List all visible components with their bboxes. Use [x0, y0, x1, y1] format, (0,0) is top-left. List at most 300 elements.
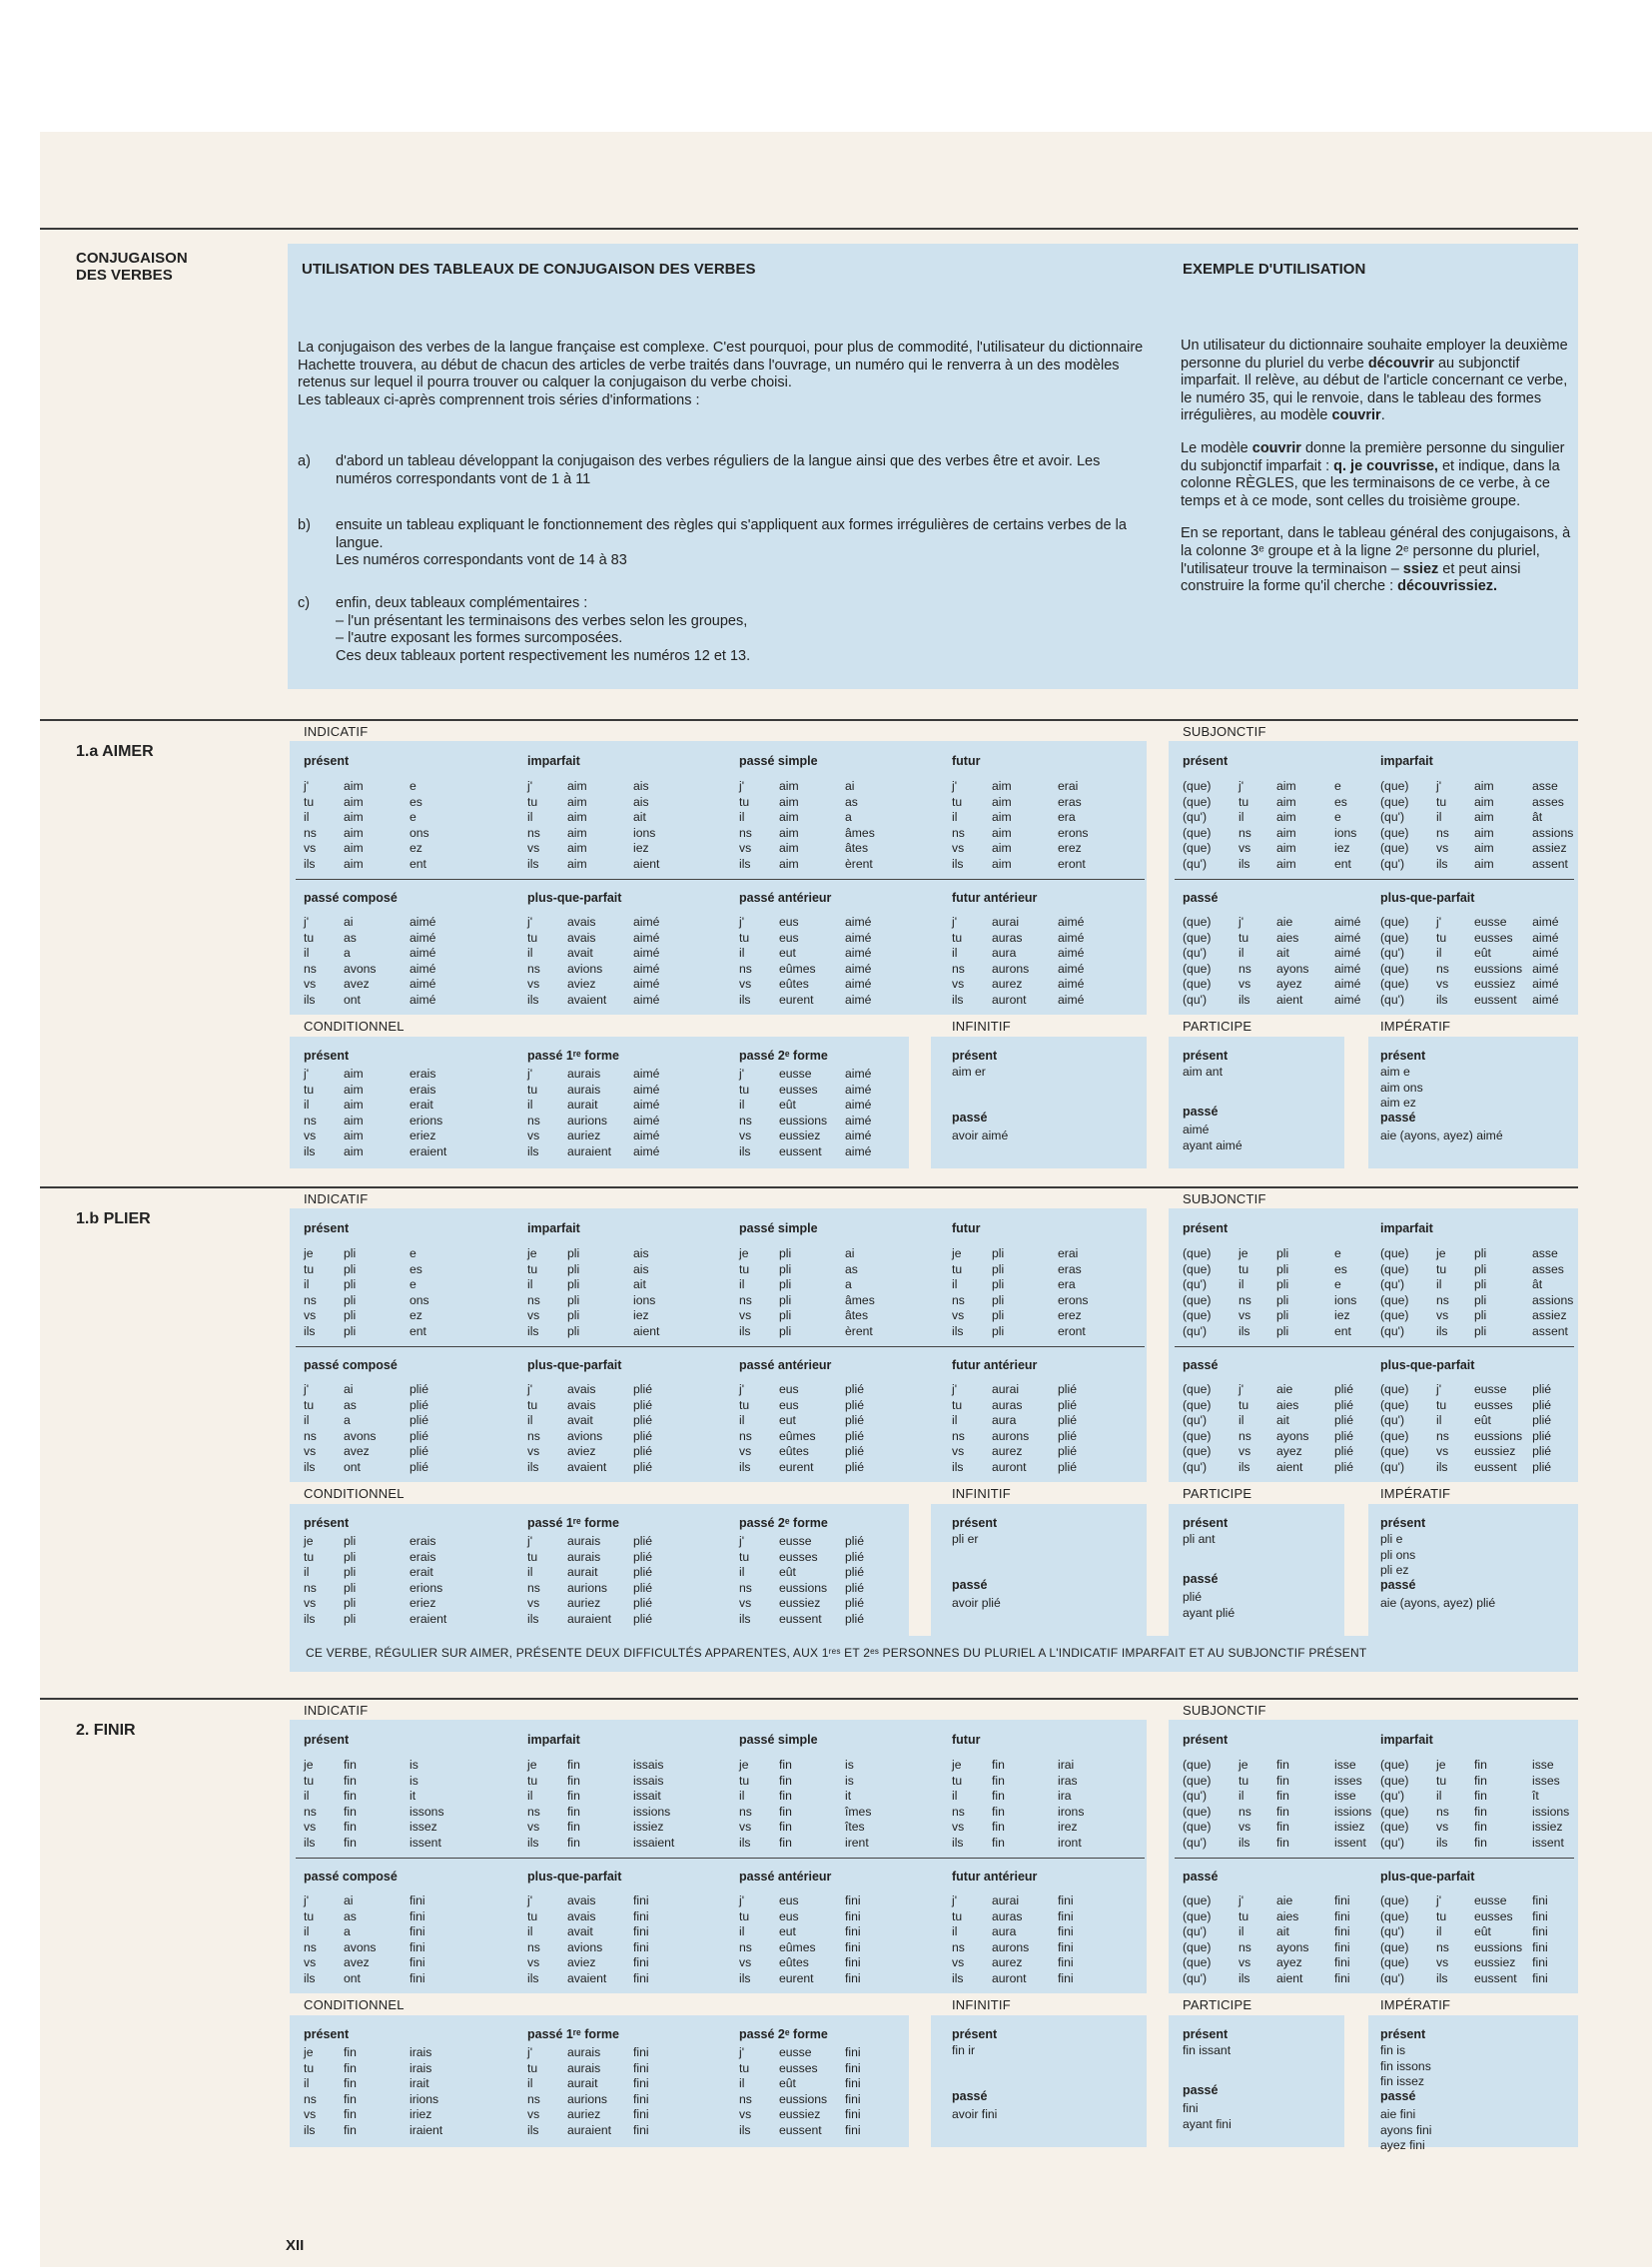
form-cell: eus — [779, 1908, 799, 1923]
form-cell: ayons — [1276, 1428, 1309, 1443]
form-cell: (que) — [1183, 1382, 1212, 1396]
form-cell: tu — [739, 2060, 750, 2075]
form-cell: plié — [410, 1397, 428, 1412]
form-cell: ns — [1436, 1939, 1449, 1954]
form-cell: ns — [1239, 1428, 1251, 1443]
form-cell: eusse — [1474, 1382, 1507, 1396]
form-row — [1183, 1820, 1404, 1836]
form-cell: plié — [410, 1382, 428, 1396]
form-cell: is — [410, 1773, 418, 1788]
form-row — [952, 1444, 1128, 1460]
form-row — [527, 1612, 703, 1628]
form-cell: ais — [633, 1246, 649, 1260]
form-cell: fin — [779, 1758, 792, 1772]
form-cell: eront — [1058, 1323, 1086, 1338]
form-cell: pli — [1276, 1261, 1289, 1276]
form-cell: il — [739, 1413, 745, 1428]
form-cell: tu — [952, 1397, 963, 1412]
form-cell: plié — [845, 1444, 864, 1459]
form-cell: je — [527, 1246, 537, 1260]
form-cell: fini — [845, 2076, 861, 2091]
form-row — [739, 2107, 915, 2123]
form-cell: il — [739, 1098, 745, 1113]
form-cell: èrent — [845, 856, 873, 871]
indicatif-passe_simple — [739, 1246, 915, 1340]
form-cell: plié — [633, 1580, 652, 1595]
form-cell: (que) — [1183, 1246, 1212, 1260]
form-cell: (que) — [1183, 930, 1212, 945]
imperatif-passe — [1380, 1129, 1503, 1144]
form-row — [527, 841, 703, 857]
subjonctif-passe — [1183, 1893, 1404, 1987]
form-cell: fin — [567, 1773, 580, 1788]
form-row — [527, 962, 703, 978]
form-line: ayant fini — [1183, 2116, 1232, 2131]
form-row — [952, 977, 1128, 993]
form-row — [304, 1308, 479, 1324]
form-cell: ent — [1334, 856, 1351, 871]
form-cell: il — [304, 810, 310, 825]
form-cell: pli — [344, 1565, 357, 1580]
tense-label: futur antérieur — [952, 891, 1038, 905]
form-cell: tu — [1239, 930, 1249, 945]
form-cell: tu — [1436, 1773, 1447, 1788]
form-row — [527, 826, 703, 842]
indicatif-passe_compose — [304, 1893, 479, 1987]
form-cell: aimé — [845, 961, 872, 976]
form-cell: ent — [410, 1323, 426, 1338]
form-cell: isses — [1334, 1773, 1362, 1788]
form-cell: îtes — [845, 1820, 865, 1835]
form-row — [952, 1308, 1128, 1324]
form-cell: aim — [779, 779, 799, 793]
form-cell: plié — [633, 1397, 652, 1412]
form-row — [1380, 1820, 1602, 1836]
form-cell: fin — [344, 2045, 357, 2059]
form-row — [304, 1144, 479, 1160]
form-cell: eussent — [1474, 1459, 1517, 1474]
form-cell: (que) — [1380, 1939, 1409, 1954]
form-row — [739, 1789, 915, 1805]
form-row — [1380, 1324, 1602, 1340]
form-cell: ns — [739, 1428, 752, 1443]
form-cell: aura — [992, 946, 1017, 961]
form-cell: plié — [845, 1549, 864, 1564]
indicatif-present — [304, 779, 479, 873]
form-cell: vs — [304, 1129, 317, 1143]
form-cell: aimé — [845, 1143, 872, 1158]
form-cell: eus — [779, 1893, 799, 1907]
form-cell: j' — [1436, 779, 1442, 793]
form-cell: j' — [1239, 1382, 1244, 1396]
subjonctif-divider — [1175, 879, 1574, 880]
form-cell: fini — [410, 1970, 425, 1985]
form-row — [304, 1940, 479, 1956]
indicatif-present — [304, 1246, 479, 1340]
form-cell: era — [1058, 810, 1076, 825]
form-row — [304, 1398, 479, 1414]
form-row — [527, 2076, 703, 2092]
form-cell: pli — [344, 1261, 357, 1276]
form-cell: tu — [1239, 1397, 1249, 1412]
form-cell: es — [1334, 1261, 1347, 1276]
tense-label: imparfait — [527, 1221, 580, 1235]
form-cell: fin — [1276, 1773, 1289, 1788]
form-cell: ns — [952, 1292, 965, 1307]
form-cell: ils — [739, 1143, 751, 1158]
infinitif-passe — [952, 2107, 997, 2123]
form-cell: il — [952, 1924, 958, 1939]
form-cell: pli — [344, 1246, 357, 1260]
form-row — [304, 1774, 479, 1790]
form-cell: eût — [1474, 946, 1491, 961]
form-cell: ns — [1239, 825, 1251, 840]
form-cell: il — [304, 1789, 310, 1804]
form-cell: fin — [567, 1820, 580, 1835]
form-cell: fin — [567, 1758, 580, 1772]
form-row — [1183, 931, 1404, 947]
form-row — [527, 1534, 703, 1550]
form-row — [1183, 1246, 1404, 1262]
form-cell: eût — [1474, 1413, 1491, 1428]
form-cell: j' — [304, 1382, 310, 1396]
indicatif-divider — [296, 879, 1145, 880]
tense-label: présent — [304, 1733, 350, 1747]
subjonctif-divider — [1175, 1858, 1574, 1859]
form-cell: eras — [1058, 1261, 1082, 1276]
form-row — [304, 2107, 479, 2123]
form-cell: e — [410, 1246, 416, 1260]
form-cell: ils — [739, 1835, 751, 1850]
form-cell: it — [410, 1789, 416, 1804]
form-cell: ns — [304, 1804, 317, 1819]
form-row — [1380, 795, 1602, 811]
form-cell: isses — [1532, 1773, 1560, 1788]
participe-present — [1183, 1065, 1223, 1081]
form-row — [527, 1144, 703, 1160]
infinitif-heading: INFINITIF — [952, 1997, 1011, 2012]
form-row — [1380, 915, 1602, 931]
form-cell: ai — [344, 915, 354, 929]
form-cell: ils — [952, 1835, 964, 1850]
tense-label: passé 2ᵉ forme — [739, 1049, 828, 1063]
form-cell: j' — [304, 915, 310, 929]
form-cell: ns — [527, 961, 540, 976]
form-row — [952, 1382, 1128, 1398]
form-cell: eront — [1058, 856, 1086, 871]
conditionnel-present — [304, 1534, 479, 1628]
form-cell: avez — [344, 1444, 370, 1459]
form-cell: eut — [779, 1413, 796, 1428]
form-cell: issiez — [1334, 1820, 1365, 1835]
form-cell: (que) — [1183, 1758, 1212, 1772]
form-cell: il — [1436, 1924, 1442, 1939]
indicatif-divider — [296, 1346, 1145, 1347]
form-cell: e — [1334, 1246, 1341, 1260]
tense-label: futur antérieur — [952, 1358, 1038, 1372]
form-cell: aimé — [845, 915, 872, 929]
form-cell: tu — [1436, 1261, 1447, 1276]
form-cell: fin — [779, 1773, 792, 1788]
tense-label: imparfait — [527, 754, 580, 768]
form-cell: tu — [952, 1261, 963, 1276]
form-cell: (que) — [1183, 915, 1212, 929]
form-row — [304, 977, 479, 993]
form-row — [1183, 1955, 1404, 1971]
form-row — [1183, 993, 1404, 1009]
form-cell: ils — [527, 1459, 539, 1474]
form-cell: aim — [992, 825, 1012, 840]
form-cell: (que) — [1183, 779, 1212, 793]
tense-label: imparfait — [1380, 754, 1433, 768]
form-row — [739, 1262, 915, 1278]
form-cell: (que) — [1380, 1246, 1409, 1260]
form-row — [527, 1565, 703, 1581]
form-cell: (qu') — [1183, 1277, 1208, 1292]
form-cell: aurait — [567, 1098, 598, 1113]
form-cell: plié — [1334, 1459, 1353, 1474]
form-row — [739, 1893, 915, 1909]
form-line: aim ez — [1380, 1096, 1416, 1111]
form-cell: fin — [344, 1758, 357, 1772]
form-cell: tu — [739, 1549, 750, 1564]
form-cell: (qu') — [1380, 1277, 1405, 1292]
form-cell: pli — [1474, 1277, 1487, 1292]
form-cell: fin — [1474, 1758, 1487, 1772]
form-row — [527, 810, 703, 826]
form-cell: ils — [527, 1323, 539, 1338]
form-cell: aim — [567, 794, 587, 809]
form-cell: ns — [527, 2091, 540, 2106]
form-cell: auront — [992, 992, 1027, 1007]
form-cell: eûmes — [779, 1939, 816, 1954]
form-cell: fini — [1532, 1893, 1548, 1907]
form-cell: ayez — [1276, 1955, 1302, 1970]
form-cell: fin — [992, 1820, 1005, 1835]
form-cell: pli — [992, 1308, 1005, 1323]
form-row — [304, 1612, 479, 1628]
form-cell: eût — [1474, 1924, 1491, 1939]
form-row — [527, 1324, 703, 1340]
form-cell: j' — [1239, 1893, 1244, 1907]
form-row — [304, 1758, 479, 1774]
form-cell: ont — [344, 992, 361, 1007]
form-row — [952, 1955, 1128, 1971]
form-cell: pli — [344, 1323, 357, 1338]
form-cell: il — [739, 2076, 745, 2091]
form-row — [1380, 1789, 1602, 1805]
form-cell: aimé — [1058, 961, 1085, 976]
verb-label: 1.b PLIER — [76, 1210, 151, 1227]
form-cell: eus — [779, 1397, 799, 1412]
form-row — [1183, 1774, 1404, 1790]
form-row — [1380, 962, 1602, 978]
indicatif-pqp — [527, 915, 703, 1009]
form-row — [1183, 1909, 1404, 1925]
form-row — [304, 993, 479, 1009]
form-row — [304, 1382, 479, 1398]
form-row — [1183, 1971, 1404, 1987]
subjonctif-imparfait — [1380, 1758, 1602, 1852]
form-cell: as — [344, 1908, 357, 1923]
form-row — [304, 946, 479, 962]
form-cell: ils — [1239, 856, 1250, 871]
form-cell: issais — [633, 1758, 664, 1772]
form-cell: j' — [739, 1382, 745, 1396]
form-cell: aim — [344, 810, 364, 825]
form-cell: fini — [633, 1955, 649, 1970]
form-row — [739, 2123, 915, 2139]
tense-label: passé 1ʳᵉ forme — [527, 1049, 619, 1063]
form-row — [527, 1893, 703, 1909]
form-cell: fini — [633, 1893, 649, 1907]
form-cell: vs — [952, 841, 965, 856]
conditionnel-passe2 — [739, 1534, 915, 1628]
form-cell: aim — [1276, 841, 1296, 856]
form-row — [952, 1413, 1128, 1429]
form-cell: eût — [779, 1565, 796, 1580]
form-cell: fin — [344, 2107, 357, 2122]
form-cell: aviez — [567, 1955, 596, 1970]
form-cell: (que) — [1380, 1758, 1409, 1772]
subjonctif-heading: SUBJONCTIF — [1183, 1703, 1266, 1718]
section-rule — [40, 719, 1578, 721]
form-cell: vs — [739, 1955, 752, 1970]
form-cell: erons — [1058, 1292, 1089, 1307]
form-cell: tu — [1436, 1397, 1447, 1412]
form-cell: auront — [992, 1970, 1027, 1985]
tense-label: présent — [1183, 754, 1229, 768]
form-cell: aim — [567, 856, 587, 871]
form-cell: aurais — [567, 1534, 601, 1548]
form-cell: ions — [633, 825, 656, 840]
form-cell: eusse — [779, 2045, 812, 2059]
tense-label: plus-que-parfait — [527, 891, 622, 905]
indicatif-futur_anterieur — [952, 1893, 1128, 1987]
form-cell: fin — [992, 1758, 1005, 1772]
form-cell: eriez — [410, 1129, 436, 1143]
form-row — [527, 993, 703, 1009]
form-cell: aimé — [1532, 930, 1559, 945]
form-cell: pli — [567, 1277, 580, 1292]
form-cell: irez — [1058, 1820, 1078, 1835]
form-cell: issait — [633, 1789, 661, 1804]
form-row — [527, 1413, 703, 1429]
form-cell: fini — [1058, 1939, 1074, 1954]
form-cell: vs — [527, 841, 540, 856]
form-cell: j' — [527, 2045, 533, 2059]
form-row — [527, 1924, 703, 1940]
form-cell: tu — [527, 1397, 538, 1412]
form-cell: fini — [410, 1893, 425, 1907]
form-cell: ns — [739, 961, 752, 976]
form-cell: fini — [633, 2076, 649, 2091]
form-cell: il — [739, 946, 745, 961]
form-row — [952, 857, 1128, 873]
form-cell: ns — [304, 1580, 317, 1595]
form-row — [527, 857, 703, 873]
form-row — [739, 841, 915, 857]
infinitif-present — [952, 1532, 978, 1548]
form-row — [304, 1129, 479, 1144]
tense-label: passé simple — [739, 754, 818, 768]
form-cell: avait — [567, 946, 593, 961]
form-cell: pli — [1474, 1292, 1487, 1307]
indicatif-passe_anterieur — [739, 1382, 915, 1476]
form-cell: plié — [633, 1428, 652, 1443]
form-row — [952, 993, 1128, 1009]
form-cell: aient — [1276, 1970, 1303, 1985]
tense-label: présent — [1183, 1733, 1229, 1747]
form-row — [1380, 1805, 1602, 1821]
form-cell: fin — [779, 1835, 792, 1850]
form-row — [1380, 857, 1602, 873]
form-cell: avait — [567, 1924, 593, 1939]
form-cell: ils — [304, 1143, 316, 1158]
form-row — [952, 1429, 1128, 1445]
form-cell: is — [410, 1758, 418, 1772]
form-cell: fin — [992, 1789, 1005, 1804]
form-cell: a — [344, 946, 351, 961]
form-cell: ns — [304, 961, 317, 976]
form-cell: aimé — [410, 915, 436, 929]
conditionnel-passe2 — [739, 1067, 915, 1160]
form-cell: fini — [845, 1924, 861, 1939]
form-cell: pli — [567, 1261, 580, 1276]
form-cell: (qu') — [1380, 992, 1405, 1007]
form-cell: aim — [992, 810, 1012, 825]
form-cell: eussent — [779, 1143, 822, 1158]
form-cell: tu — [1239, 794, 1249, 809]
form-cell: aurez — [992, 1444, 1023, 1459]
form-cell: vs — [952, 977, 965, 992]
form-cell: tu — [739, 1773, 750, 1788]
form-line: fin issons — [1380, 2058, 1431, 2073]
form-cell: (qu') — [1380, 1789, 1405, 1804]
form-cell: (que) — [1380, 825, 1409, 840]
form-cell: j' — [1436, 1893, 1442, 1907]
indicatif-divider — [296, 1858, 1145, 1859]
form-row — [304, 2045, 479, 2061]
form-cell: ils — [527, 992, 539, 1007]
form-cell: tu — [739, 1082, 750, 1097]
form-cell: avez — [344, 1955, 370, 1970]
form-cell: fin — [992, 1804, 1005, 1819]
form-cell: il — [739, 810, 745, 825]
form-cell: (qu') — [1380, 1323, 1405, 1338]
form-cell: ît — [1532, 1789, 1539, 1804]
form-cell: as — [845, 794, 858, 809]
form-cell: (que) — [1183, 1893, 1212, 1907]
form-line: fin issant — [1183, 2043, 1232, 2057]
form-cell: pli — [779, 1261, 792, 1276]
form-row — [739, 977, 915, 993]
form-row — [739, 1277, 915, 1293]
form-cell: ns — [739, 825, 752, 840]
form-row — [1380, 1940, 1602, 1956]
participe-passe — [1183, 1123, 1242, 1153]
form-cell: (que) — [1380, 779, 1409, 793]
form-cell: tu — [527, 1082, 538, 1097]
form-cell: iras — [1058, 1773, 1078, 1788]
form-cell: je — [739, 1246, 749, 1260]
form-cell: aimé — [1058, 946, 1085, 961]
form-row — [304, 2123, 479, 2139]
form-cell: aimé — [633, 1113, 660, 1128]
form-row — [527, 931, 703, 947]
form-cell: avions — [567, 961, 603, 976]
tense-label: passé 1ʳᵉ forme — [527, 2027, 619, 2041]
